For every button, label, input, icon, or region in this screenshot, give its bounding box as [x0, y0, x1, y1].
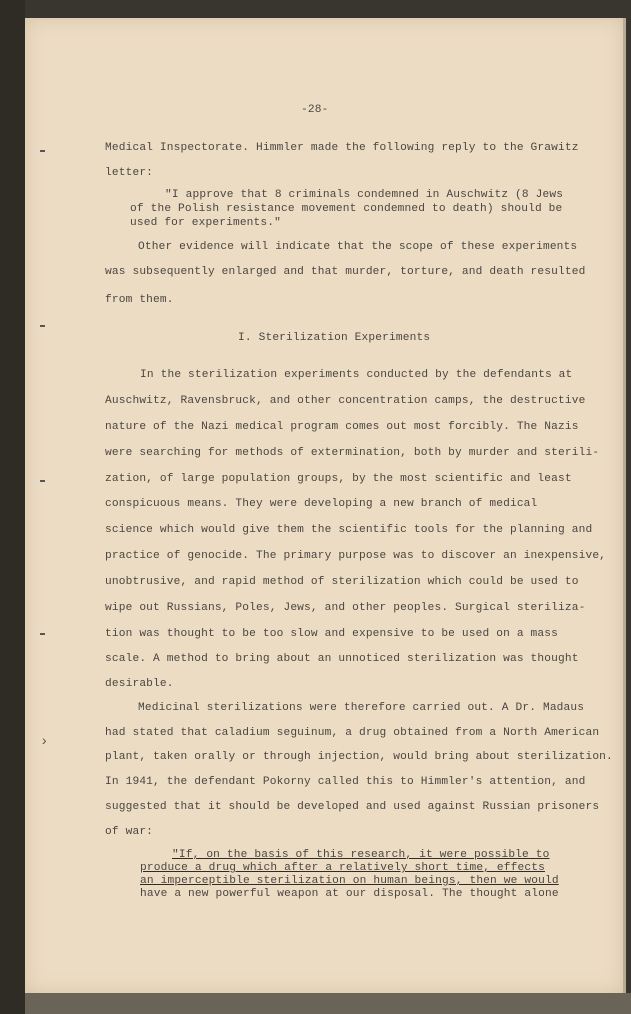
- body-line: letter:: [105, 167, 154, 179]
- body-line: Medicinal sterilizations were therefore carried out. A Dr. Madaus: [138, 702, 585, 714]
- body-line: plant, taken orally or through injection, would bring about sterilization.: [105, 751, 613, 763]
- pencil-mark: ›: [40, 734, 49, 750]
- quote-line: "If, on the basis of this research, it were possible to: [172, 849, 550, 861]
- body-line: In 1941, the defendant Pokorny called this to Himmler's attention, and: [105, 776, 586, 788]
- body-line: zation, of large population groups, by the most scientific and least: [105, 473, 572, 485]
- body-line: Other evidence will indicate that the scope of these experiments: [138, 241, 578, 253]
- quote-line: an imperceptible sterilization on human beings, then we would: [140, 875, 559, 887]
- scan-bottom-edge: [25, 993, 631, 1014]
- body-line: desirable.: [105, 678, 174, 690]
- body-line: had stated that caladium seguinum, a drug obtained from a North American: [105, 727, 600, 739]
- body-line: tion was thought to be too slow and expensive to be used on a mass: [105, 628, 558, 640]
- margin-mark: [40, 480, 45, 482]
- scanner-edge: [0, 0, 25, 1014]
- margin-mark: [40, 633, 45, 635]
- body-line: was subsequently enlarged and that murder, torture, and death resulted: [105, 266, 586, 278]
- body-line: nature of the Nazi medical program comes out most forcibly. The Nazis: [105, 421, 579, 433]
- margin-mark: [40, 150, 45, 152]
- body-line: In the sterilization experiments conducted by the defendants at: [140, 369, 573, 381]
- body-line: from them.: [105, 294, 174, 306]
- quote-line: "I approve that 8 criminals condemned in Auschwitz (8 Jews: [165, 189, 564, 201]
- body-line: Medical Inspectorate. Himmler made the following reply to the Grawitz: [105, 142, 579, 154]
- body-line: conspicuous means. They were developing a new branch of medical: [105, 498, 538, 510]
- body-line: wipe out Russians, Poles, Jews, and other peoples. Surgical steriliza-: [105, 602, 586, 614]
- body-line: Auschwitz, Ravensbruck, and other concentration camps, the destructive: [105, 395, 586, 407]
- body-line: were searching for methods of extermination, both by murder and sterili-: [105, 447, 600, 459]
- margin-mark: [40, 325, 45, 327]
- body-line: scale. A method to bring about an unnoticed sterilization was thought: [105, 653, 579, 665]
- body-line: suggested that it should be developed and used against Russian prisoners: [105, 801, 600, 813]
- page-number: -28-: [301, 104, 329, 116]
- quote-line: used for experiments.": [130, 217, 281, 229]
- quote-line: of the Polish resistance movement condemned to death) should be: [130, 203, 563, 215]
- quote-line: have a new powerful weapon at our disposal. The thought alone: [140, 888, 559, 900]
- body-line: unobtrusive, and rapid method of sterilization which could be used to: [105, 576, 579, 588]
- body-line: of war:: [105, 826, 154, 838]
- section-heading: I. Sterilization Experiments: [238, 332, 431, 344]
- quote-line: produce a drug which after a relatively short time, effects: [140, 862, 545, 874]
- body-line: practice of genocide. The primary purpose was to discover an inexpensive,: [105, 550, 607, 562]
- body-line: science which would give them the scientific tools for the planning and: [105, 524, 593, 536]
